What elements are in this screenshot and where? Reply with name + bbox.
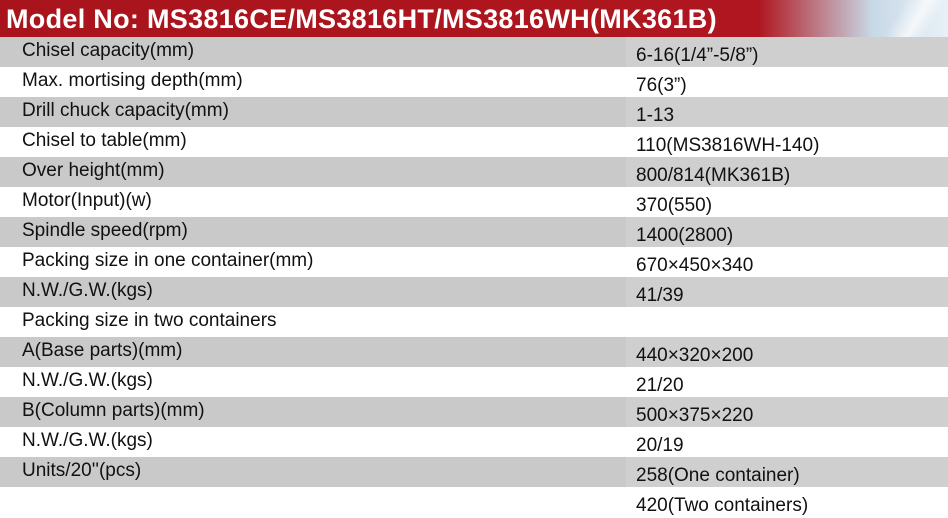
spec-value: 440×320×200 xyxy=(636,345,754,366)
spec-row xyxy=(0,277,948,307)
spec-row xyxy=(0,397,948,427)
spec-label: B(Column parts)(mm) xyxy=(22,400,205,421)
header-decoration xyxy=(878,0,948,37)
spec-label: Over height(mm) xyxy=(22,160,165,181)
spec-row xyxy=(0,367,948,397)
spec-row xyxy=(0,37,948,67)
spec-row xyxy=(0,457,948,487)
spec-label: Max. mortising depth(mm) xyxy=(22,70,243,91)
spec-value: 41/39 xyxy=(636,285,684,306)
spec-label: N.W./G.W.(kgs) xyxy=(22,370,153,391)
spec-value: 6-16(1/4”-5/8”) xyxy=(636,45,759,66)
spec-label: Units/20''(pcs) xyxy=(22,460,142,481)
spec-label: Chisel to table(mm) xyxy=(22,130,187,151)
model-title: Model No: MS3816CE/MS3816HT/MS3816WH(MK361B) xyxy=(6,4,717,34)
spec-value: 370(550) xyxy=(636,195,713,216)
spec-row xyxy=(0,427,948,457)
spec-label: Chisel capacity(mm) xyxy=(22,40,195,61)
spec-value: 800/814(MK361B) xyxy=(636,165,791,186)
spec-table xyxy=(0,37,948,517)
spec-row xyxy=(0,157,948,187)
spec-row xyxy=(0,97,948,127)
spec-label: Drill chuck capacity(mm) xyxy=(22,100,229,121)
spec-label: A(Base parts)(mm) xyxy=(22,340,183,361)
spec-label: Packing size in one container(mm) xyxy=(22,250,314,271)
spec-value: 20/19 xyxy=(636,435,684,456)
spec-value: 1400(2800) xyxy=(636,225,734,246)
spec-value: 110(MS3816WH-140) xyxy=(636,135,820,156)
spec-value: 500×375×220 xyxy=(636,405,754,426)
spec-label: Motor(Input)(w) xyxy=(22,190,152,211)
spec-label: N.W./G.W.(kgs) xyxy=(22,280,153,301)
spec-row xyxy=(0,67,948,97)
spec-row xyxy=(0,217,948,247)
spec-value: 670×450×340 xyxy=(636,255,754,276)
spec-value: 1-13 xyxy=(636,105,675,126)
spec-row xyxy=(0,337,948,367)
spec-label: Spindle speed(rpm) xyxy=(22,220,188,241)
spec-row xyxy=(0,247,948,277)
header-banner xyxy=(0,0,948,37)
spec-label: Packing size in two containers xyxy=(22,310,277,331)
spec-row xyxy=(0,487,948,517)
spec-value: 76(3”) xyxy=(636,75,687,96)
spec-row xyxy=(0,187,948,217)
spec-value: 21/20 xyxy=(636,375,684,396)
spec-value: 420(Two containers) xyxy=(636,495,809,516)
spec-row xyxy=(0,307,948,337)
spec-row xyxy=(0,127,948,157)
spec-value: 258(One container) xyxy=(636,465,800,486)
spec-label: N.W./G.W.(kgs) xyxy=(22,430,153,451)
